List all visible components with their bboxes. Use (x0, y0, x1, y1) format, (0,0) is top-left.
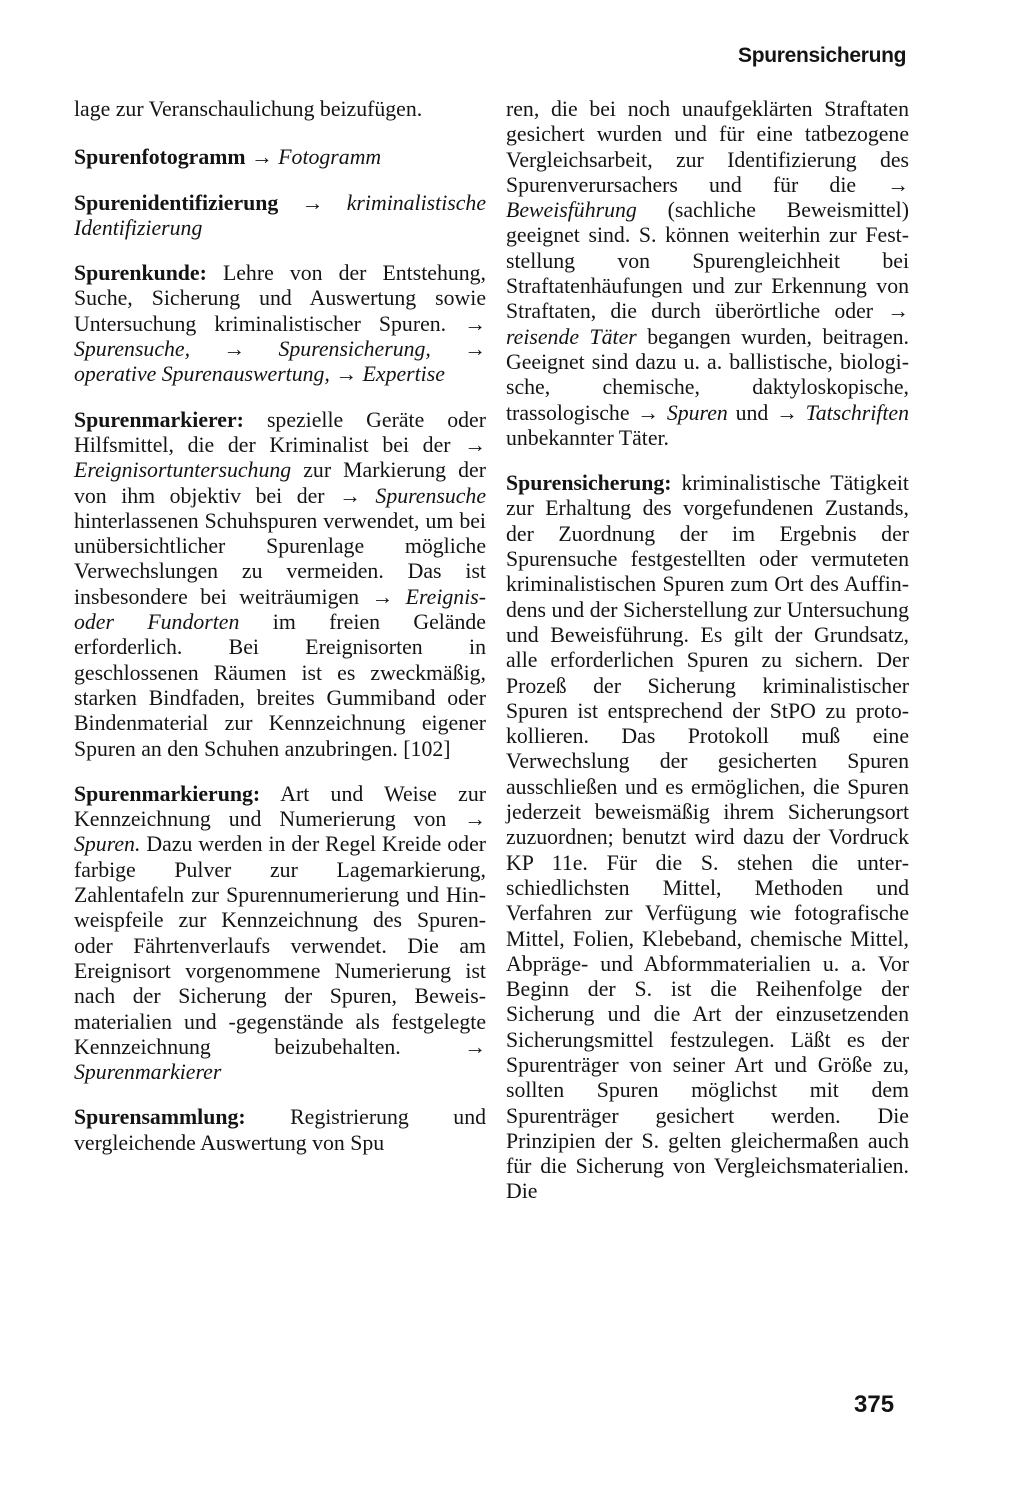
headword: Spurenidentifizierung (74, 190, 279, 215)
definition: Registrierung und vergleichende Auswertung von Spu (74, 1105, 487, 1155)
entry-spurensammlung-continued (506, 97, 909, 451)
entry-spurenmarkierung (74, 782, 486, 1086)
continuation-text: lage zur Veranschaulichung beizufügen. (74, 97, 423, 121)
definition: und (735, 400, 769, 425)
definition: begangen wurden, beitragen. Geeignet sind dazu u. a. ballistische, biologische, chemische, daktyloskopische, trassologische (506, 324, 909, 425)
entry-spurensicherung (506, 471, 909, 1205)
left-column (74, 97, 486, 1176)
entry-spurenfotogramm (74, 145, 486, 170)
headword: Spurensammlung: (74, 1105, 246, 1130)
definition: ren, die bei noch unaufgeklärten Straftaten gesichert wurden und für eine tatbezogene Vergleichsarbeit, zur Identifizierung des Spurenverursachers und für die (506, 97, 909, 197)
headword: Spurenmarkierung: (74, 781, 261, 806)
cross-reference: → Spurensuche, → Spurensicherung, → operative Spurenauswertung, → Expertise (74, 311, 486, 387)
cross-reference: → Spurensuche (339, 483, 486, 508)
cross-reference: → kriminalistische Identifizierung (74, 190, 486, 240)
cross-reference: → Ereignis- oder Fundorten (74, 584, 486, 635)
cross-reference: → Spuren. (74, 807, 486, 857)
entry-spurensammlung (74, 1105, 486, 1156)
cross-reference: → Ereignisortuntersuchung (74, 432, 486, 483)
cross-reference: → Spurenmarkierer (74, 1034, 486, 1085)
headword: Spurenfotogramm (74, 145, 246, 170)
definition: zur Markierung der von ihm objektiv bei der (74, 458, 486, 508)
definition: hinterlassenen Schuhspuren verwendet, um bei unübersichtlicher Spurenlage mögliche Verwechslungen zu vermeiden. Das ist insbesondere bei weiträumigen (74, 508, 486, 609)
definition: (sachliche Beweismittel) geeignet sind. S. können weiterhin zur Feststellung von Spurengleichheit bei Straftatenhäufungen und zur Erkennung von Straftaten, die durch überörtliche oder (506, 198, 909, 324)
cross-reference: → Spuren (637, 400, 728, 425)
headword: Spurensicherung: (506, 471, 672, 496)
right-column (506, 97, 909, 1225)
definition: Dazu werden in der Regel Kreide oder farbige Pulver zur Lagemarkierung, Zahlentafeln zur Spurennumerierung und Hinweispfeile zur Kennzeichnung des Spuren- oder Fährtenverlaufs verwendet. Die am Ereignisort vorgenommene Numerierung ist nach der Sicherung der Spuren, Beweismaterialien und -gegenstände als festgelegte Kennzeichnung beizubehalten. (74, 832, 487, 1059)
definition: spezielle Geräte oder Hilfsmittel, die der Kriminalist bei der (74, 407, 486, 457)
cross-reference: → Tatschriften (776, 400, 909, 425)
definition: im freien Gelände erforderlich. Bei Ereignisorten in geschlossenen Räumen ist es zweckmäßig, starken Bindfaden, breites Gummiband oder Bindenmaterial zur Kennzeichnung eigener Spuren an den Schuhen anzubringen. [102] (74, 610, 486, 761)
headword: Spurenmarkierer: (74, 407, 244, 432)
entry-spurenidentifizierung (74, 191, 486, 242)
definition: unbekannter Täter. (506, 425, 670, 450)
definition: Art und Weise zur Kennzeichnung und Numerierung von (74, 781, 486, 832)
definition: Lehre von der Entstehung, Suche, Sicherung und Auswertung sowie Untersuchung kriminalistischer Spuren. (74, 261, 486, 336)
running-header: Spurensicherung (738, 44, 907, 67)
cross-reference: → Fotogramm (251, 145, 382, 170)
headword: Spurenkunde: (74, 261, 207, 286)
entry-spurenkunde (74, 261, 486, 387)
definition: kriminalistische Tätigkeit zur Erhaltung des vorgefundenen Zustands, der Zuordnung der im Ergebnis der Spurensuche festgestellten oder vermuteten kriminalistischen Spuren zum Ort des Auffindens und der Sicherstellung zur Untersuchung und Beweisführung. Es gilt der Grundsatz, alle erforderlichen Spuren zu sichern. Der Prozeß der Sicherung kriminalistischer Spuren ist entsprechend der StPO zu protokollieren. Das Protokoll muß eine Verwechslung der gesicherten Spuren ausschließen und es ermöglichen, die Spuren jederzeit beweismäßig ihrem Sicherungsort zuzuordnen; benutzt wird dazu der Vordruck KP 11e. Für die S. stehen die unterschiedlichsten Mittel, Methoden und Verfahren zur Verfügung wie fotografische Mittel, Folien, Klebeband, chemische Mittel, Abpräge- und Abformmaterialien u. a. Vor Beginn der S. ist die Reihenfolge der Sicherung und die Art der einzusetzenden Sicherungsmittel festzulegen. Läßt es der Spurenträger von seiner Art und Größe zu, sollten Spuren möglichst mit dem Spurenträger gesichert werden. Die Prinzipien der S. gelten gleichermaßen auch für die Sicherung von Vergleichsmaterialien. Die (506, 471, 909, 1204)
entry-spurenmarkierer (74, 408, 486, 762)
page-number: 375 (854, 1391, 895, 1418)
cross-reference: → Beweisführung (506, 172, 909, 223)
cross-reference: → reisende Täter (506, 299, 910, 349)
